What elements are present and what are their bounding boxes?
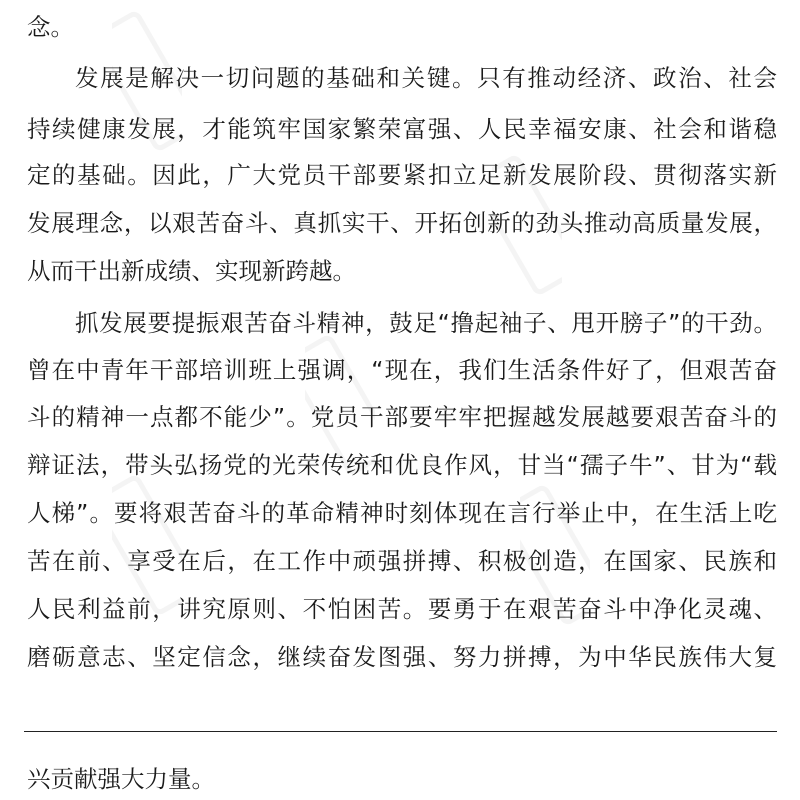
text-line: 持续健康发展，才能筑牢国家繁荣富强、人民幸福安康、社会和谐稳 [27,115,777,143]
paragraph-2-first-line: 抓发展要提振艰苦奋斗精神，鼓足“撸起袖子、甩开膀子”的干劲。 [75,309,777,337]
text-line: 曾在中青年干部培训班上强调，“现在，我们生活条件好了，但艰苦奋 [27,356,777,384]
text-line: 发展理念，以艰苦奋斗、真抓实干、开拓创新的劲头推动高质量发展， [27,209,777,237]
text-line: 人民利益前，讲究原则、不怕困苦。要勇于在艰苦奋斗中净化灵魂、 [27,595,777,623]
paragraph-1-first-line: 发展是解决一切问题的基础和关键。只有推动经济、政治、社会 [75,64,777,92]
text-line: 苦在前、享受在后，在工作中顽强拼搏、积极创造，在国家、民族和 [27,547,777,575]
text-line: 从而干出新成绩、实现新跨越。 [27,257,356,285]
text-line: 斗的精神一点都不能少”。党员干部要牢牢把握越发展越要艰苦奋斗的 [27,403,777,431]
text-line: 定的基础。因此，广大党员干部要紧扣立足新发展阶段、贯彻落实新 [27,161,777,189]
page-divider [24,731,777,732]
continuation-line: 兴贡献强大力量。 [27,765,215,793]
text-line: 念。 [27,13,74,41]
text-line: 人梯”。要将艰苦奋斗的革命精神时刻体现在言行举止中，在生活上吃 [27,499,777,527]
text-line: 磨砺意志、坚定信念，继续奋发图强、努力拼搏，为中华民族伟大复 [27,643,777,671]
text-line: 辩证法，带头弘扬党的光荣传统和优良作风，甘当“孺子牛”、甘为“载 [27,451,777,479]
